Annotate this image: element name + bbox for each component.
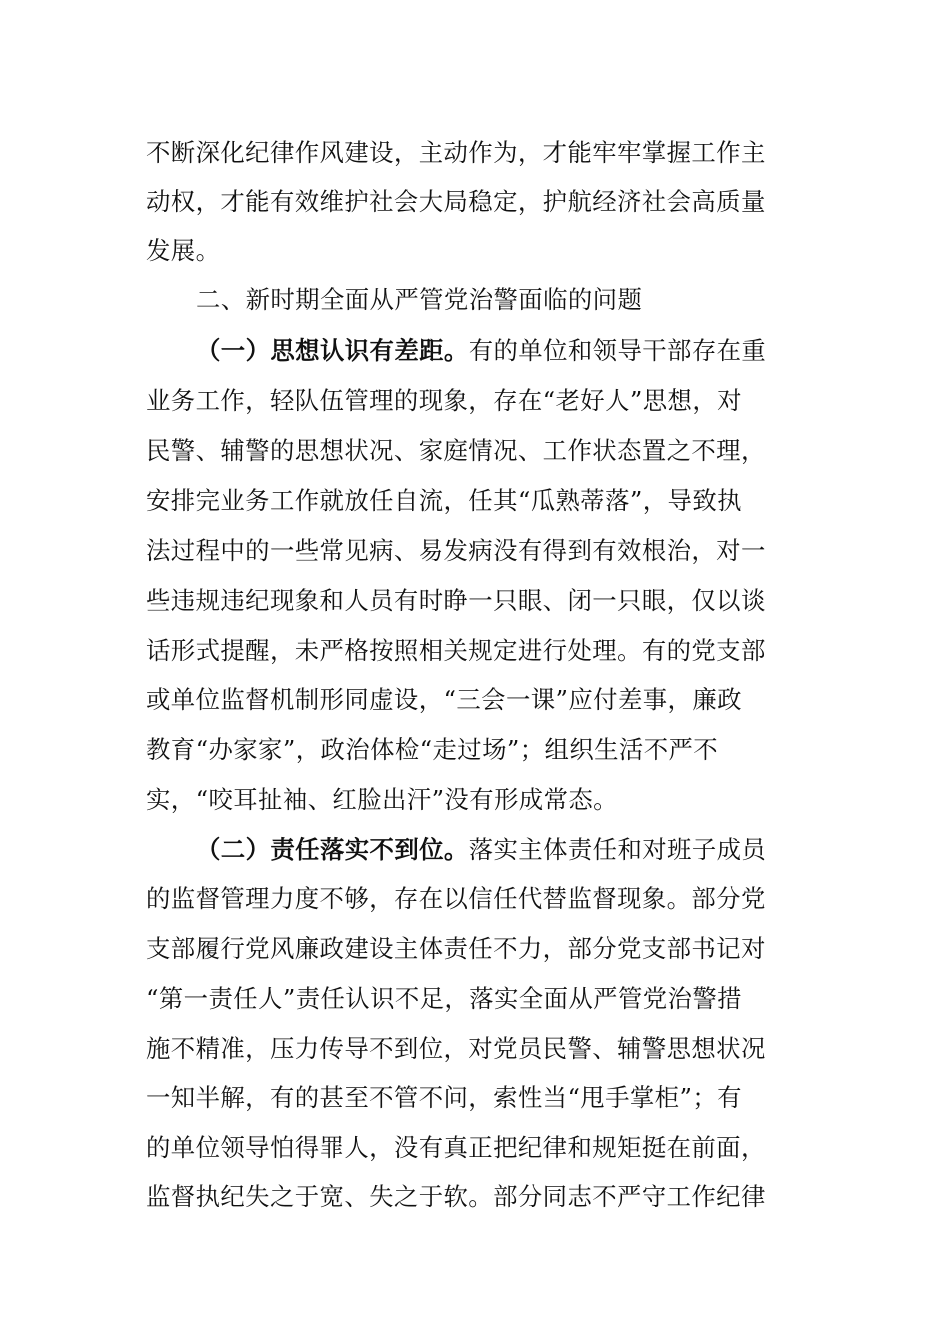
paragraph-line: 动权，才能有效维护社会大局稳定，护航经济社会高质量 xyxy=(146,187,766,216)
paragraph-line: 发展。 xyxy=(146,236,221,265)
paragraph-line: 不断深化纪律作风建设，主动作为，才能牢牢掌握工作主 xyxy=(146,138,766,167)
paragraph-line: 或单位监督机制形同虚设，“三会一课”应付差事，廉政 xyxy=(146,685,742,714)
paragraph-line: 实，“咬耳扯袖、红脸出汗”没有形成常态。 xyxy=(146,785,618,814)
paragraph-text: 落实主体责任和对班子成员 xyxy=(468,835,767,864)
paragraph-line: 监督执纪失之于宽、失之于软。部分同志不严守工作纪律 xyxy=(146,1182,766,1211)
subsection-title: （二）责任落实不到位。 xyxy=(196,835,469,864)
paragraph-line: 法过程中的一些常见病、易发病没有得到有效根治，对一 xyxy=(146,536,766,565)
subsection-title: （一）思想认识有差距。 xyxy=(196,336,469,365)
paragraph-line: 施不精准，压力传导不到位，对党员民警、辅警思想状况 xyxy=(146,1034,766,1063)
paragraph-line: 安排完业务工作就放任自流，任其“瓜熟蒂落”，导致执 xyxy=(146,486,742,515)
paragraph-line: 民警、辅警的思想状况、家庭情况、工作状态置之不理， xyxy=(146,436,766,465)
paragraph-line: 的单位领导怕得罪人，没有真正把纪律和规矩挺在前面， xyxy=(146,1133,766,1162)
subsection-first-line xyxy=(196,830,806,870)
paragraph-line: 教育“办家家”，政治体检“走过场”；组织生活不严不 xyxy=(146,735,719,764)
paragraph-text: 有的单位和领导干部存在重 xyxy=(468,336,767,365)
paragraph-line: 支部履行党风廉政建设主体责任不力，部分党支部书记对 xyxy=(146,934,766,963)
paragraph-line: 话形式提醒，未严格按照相关规定进行处理。有的党支部 xyxy=(146,636,766,665)
paragraph-line: 一知半解，有的甚至不管不问，索性当“甩手掌柜”；有 xyxy=(146,1083,742,1112)
paragraph-line: 些违规违纪现象和人员有时睁一只眼、闭一只眼，仅以谈 xyxy=(146,586,766,615)
paragraph-line: 的监督管理力度不够，存在以信任代替监督现象。部分党 xyxy=(146,884,766,913)
subsection-first-line xyxy=(196,331,806,371)
paragraph-line: “第一责任人”责任认识不足，落实全面从严管党治警措 xyxy=(146,984,742,1013)
section-heading: 二、新时期全面从严管党治警面临的问题 xyxy=(196,285,643,314)
paragraph-line: 业务工作，轻队伍管理的现象，存在“老好人”思想，对 xyxy=(146,386,742,415)
